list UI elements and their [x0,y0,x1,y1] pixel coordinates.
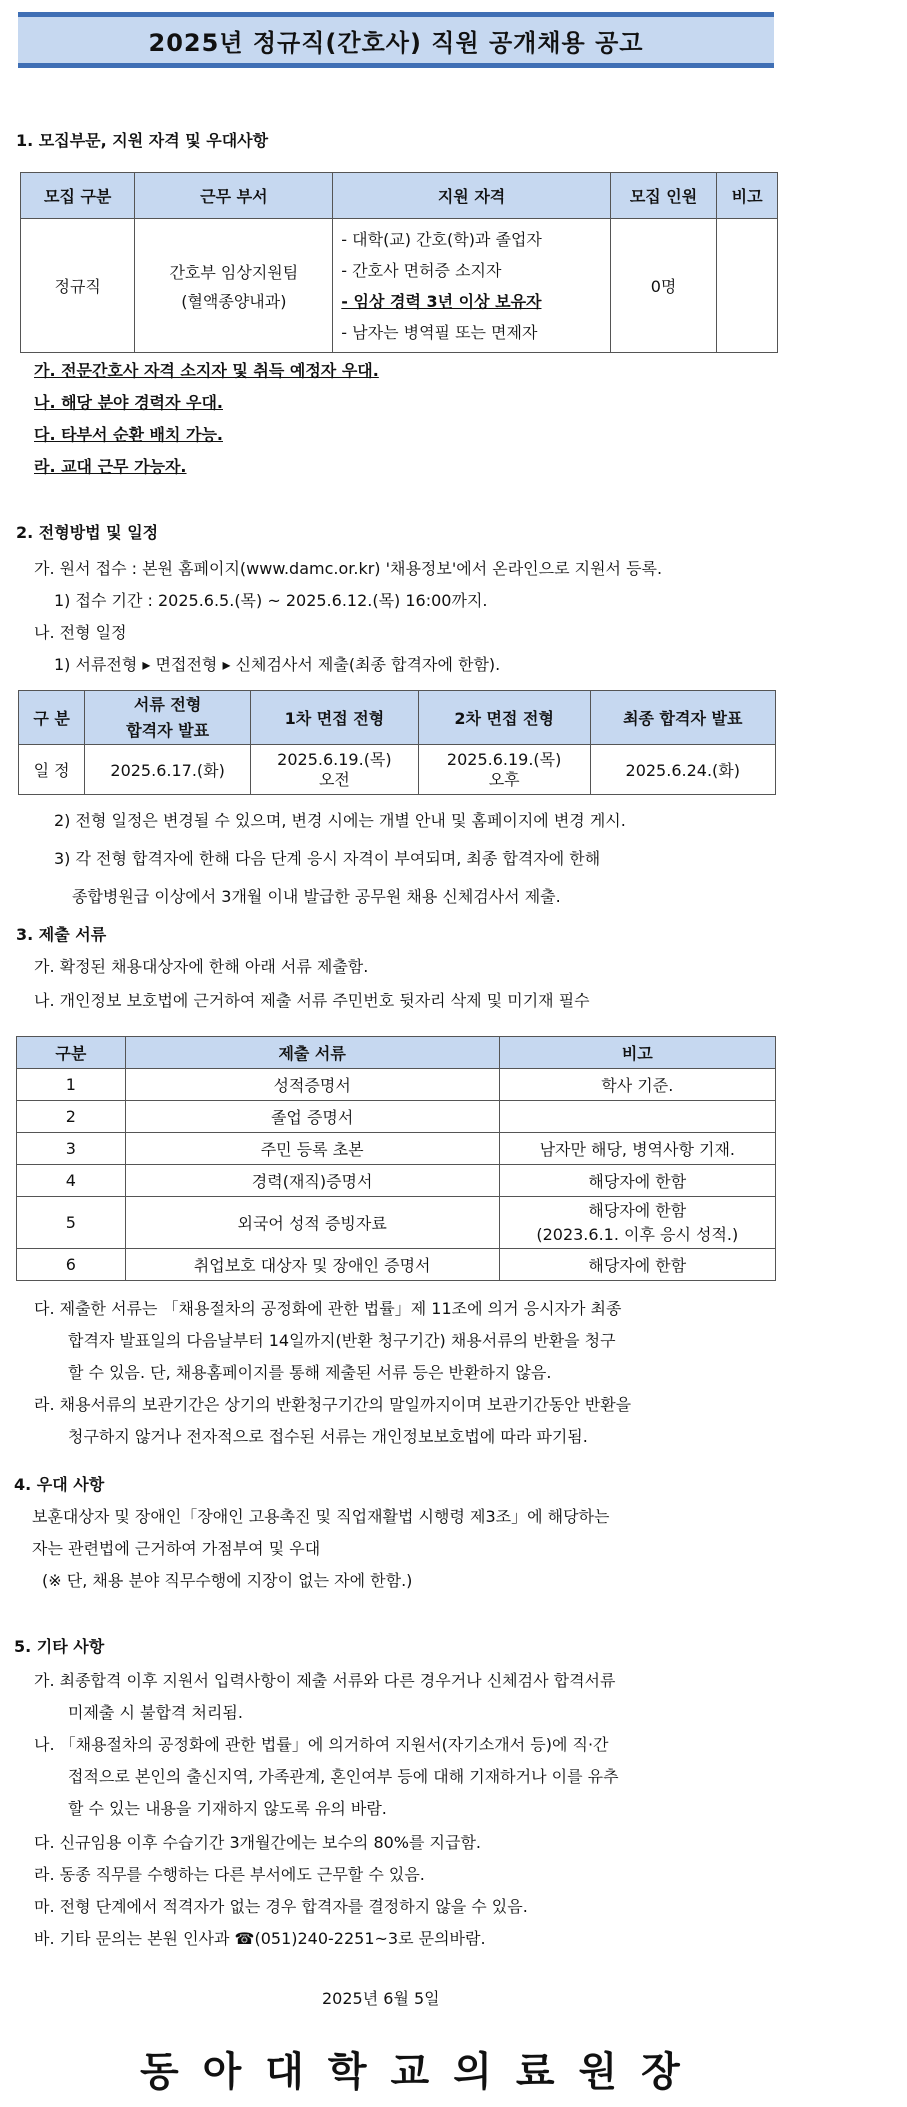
apply-info: 가. 원서 접수 : 본원 홈페이지(www.damc.or.kr) '채용정보'에서 온라인으로 지원서 등록. [34,559,663,578]
misc-e: 마. 전형 단계에서 적격자가 없는 경우 합격자를 결정하지 않을 수 있음. [34,1897,528,1916]
veterans-pref-2: 자는 관련법에 근거하여 가점부여 및 우대 [32,1539,321,1558]
pref-item: 다. 타부서 순환 배치 가능. [34,425,223,444]
table-row [17,1249,776,1281]
cell-dept [135,219,333,353]
return-policy-3: 할 수 있음. 단, 채용홈페이지를 통해 제출된 서류 등은 반환하지 않음. [68,1363,552,1382]
doc-note-line-1: 해당자에 한함 [588,1200,687,1220]
documents-table [16,1036,776,1281]
qual-line-1: - 대학(교) 간호(학)과 졸업자 [341,229,542,249]
announcement-date: 2025년 6월 5일 [322,1989,440,2008]
th-interview-2: 2차 면접 전형 [418,691,590,745]
table-row [17,1133,776,1165]
table-row [17,1101,776,1133]
th-count: 모집 인원 [610,173,716,219]
misc-b-1: 나. 「채용절차의 공정화에 관한 법률」에 의거하여 지원서(자기소개서 등)에 직·간 [34,1735,609,1754]
title-banner [18,12,774,68]
cell-count: 0명 [610,219,716,353]
schedule-note-3b: 종합병원급 이상에서 3개월 이내 발급한 공무원 채용 신체검사서 제출. [72,887,561,906]
pref-item: 라. 교대 근무 가능자. [34,457,187,476]
interview-1-day: 2025.6.19.(목) [277,749,392,769]
cell-interview-2-date [418,745,590,795]
misc-b-2: 접적으로 본인의 출신지역, 가족관계, 혼인여부 등에 대해 기재하거나 이를 유추 [68,1767,619,1786]
th-doc-line-2: 합격자 발표 [126,720,210,740]
cell-final-date: 2025.6.24.(화) [590,745,776,795]
process-flow: 1) 서류전형 ▸ 면접전형 ▸ 신체검사서 제출(최종 합격자에 한함). [54,655,501,674]
doc-note: 해당자에 한함 [499,1165,775,1197]
cell-schedule-label: 일 정 [19,745,85,795]
doc-note: 해당자에 한함 [499,1249,775,1281]
th-category: 모집 구분 [21,173,135,219]
doc-name: 졸업 증명서 [125,1101,499,1133]
misc-d: 라. 동종 직무를 수행하는 다른 부서에도 근무할 수 있음. [34,1865,425,1884]
th-interview-1: 1차 면접 전형 [251,691,419,745]
qual-line-4: - 남자는 병역필 또는 면제자 [341,322,538,342]
doc-note: 학사 기준. [499,1069,775,1101]
return-policy-2: 합격자 발표일의 다음날부터 14일까지(반환 청구기간) 채용서류의 반환을 청구 [68,1331,616,1350]
th-doc-name: 제출 서류 [125,1037,499,1069]
schedule-note-2: 2) 전형 일정은 변경될 수 있으며, 변경 시에는 개별 안내 및 홈페이지에 변경 게시. [54,811,626,830]
page-title: 2025년 정규직(간호사) 직원 공개채용 공고 [148,28,644,57]
dept-line-2: (혈액종양내과) [181,291,287,311]
return-policy-1: 다. 제출한 서류는 「채용절차의 공정화에 관한 법률」제 11조에 의거 응시자가 최종 [34,1299,622,1318]
schedule-table [18,690,776,795]
section-3-heading: 3. 제출 서류 [16,925,107,944]
th-doc-screening [85,691,251,745]
docs-intro-a: 가. 확정된 채용대상자에 한해 아래 서류 제출함. [34,957,369,976]
signature: 동아대학교의료원장 [140,2048,704,2095]
doc-no: 6 [17,1249,126,1281]
th-dept: 근무 부서 [135,173,333,219]
pref-item: 나. 해당 분야 경력자 우대. [34,393,223,412]
doc-name: 경력(재직)증명서 [125,1165,499,1197]
table-row [17,1197,776,1249]
cell-interview-1-date [251,745,419,795]
th-final: 최종 합격자 발표 [590,691,776,745]
qual-line-3: - 임상 경력 3년 이상 보유자 [341,291,542,311]
apply-period: 1) 접수 기간 : 2025.6.5.(목) ~ 2025.6.12.(목) 16:00까지. [54,591,488,610]
doc-name: 취업보호 대상자 및 장애인 증명서 [125,1249,499,1281]
cell-note [717,219,778,353]
th-doc-no: 구분 [17,1037,126,1069]
veterans-pref-note: (※ 단, 채용 분야 직무수행에 지장이 없는 자에 한함.) [42,1571,413,1590]
th-doc-note: 비고 [499,1037,775,1069]
dept-line-1: 간호부 임상지원팀 [169,262,299,282]
docs-intro-b: 나. 개인정보 보호법에 근거하여 제출 서류 주민번호 뒷자리 삭제 및 미기재 필수 [34,991,590,1010]
interview-2-time: 오후 [488,769,520,789]
cell-qualification [333,219,611,353]
doc-name: 주민 등록 초본 [125,1133,499,1165]
doc-note [499,1197,775,1249]
recruit-table [20,172,778,353]
doc-note-line-2: (2023.6.1. 이후 응시 성적.) [536,1224,739,1244]
veterans-pref-1: 보훈대상자 및 장애인「장애인 고용촉진 및 직업재활법 시행령 제3조」에 해당하는 [32,1507,610,1526]
retention-policy-2: 청구하지 않거나 전자적으로 접수된 서류는 개인정보보호법에 따라 파기됨. [68,1427,588,1446]
schedule-note-3a: 3) 각 전형 합격자에 한해 다음 단계 응시 자격이 부여되며, 최종 합격자에 한해 [54,849,601,868]
retention-policy-1: 라. 채용서류의 보관기간은 상기의 반환청구기간의 말일까지이며 보관기간동안 반환을 [34,1395,632,1414]
cell-doc-date: 2025.6.17.(화) [85,745,251,795]
table-row [17,1069,776,1101]
section-1-heading: 1. 모집부문, 지원 자격 및 우대사항 [16,131,269,150]
table-row [17,1165,776,1197]
pref-item: 가. 전문간호사 자격 소지자 및 취득 예정자 우대. [34,361,379,380]
misc-f: 바. 기타 문의는 본원 인사과 ☎(051)240-2251~3로 문의바람. [34,1929,486,1948]
interview-2-day: 2025.6.19.(목) [446,749,562,769]
th-note: 비고 [717,173,778,219]
misc-c: 다. 신규임용 이후 수습기간 3개월간에는 보수의 80%를 지급함. [34,1833,482,1852]
doc-no: 2 [17,1101,126,1133]
misc-a-1: 가. 최종합격 이후 지원서 입력사항이 제출 서류와 다른 경우거나 신체검사 합격서류 [34,1671,616,1690]
doc-no: 1 [17,1069,126,1101]
th-qualification: 지원 자격 [333,173,611,219]
doc-note [499,1101,775,1133]
cell-category: 정규직 [21,219,135,353]
doc-no: 4 [17,1165,126,1197]
doc-note: 남자만 해당, 병역사항 기재. [499,1133,775,1165]
interview-1-time: 오전 [318,769,350,789]
schedule-label: 나. 전형 일정 [34,623,127,642]
misc-a-2: 미제출 시 불합격 처리됨. [68,1703,243,1722]
doc-no: 3 [17,1133,126,1165]
th-schedule-label: 구 분 [19,691,85,745]
qual-line-2: - 간호사 면허증 소지자 [341,260,502,280]
th-doc-line-1: 서류 전형 [133,694,202,714]
doc-name: 성적증명서 [125,1069,499,1101]
misc-b-3: 할 수 있는 내용을 기재하지 않도록 유의 바람. [68,1799,387,1818]
section-5-heading: 5. 기타 사항 [14,1637,105,1656]
section-4-heading: 4. 우대 사항 [14,1475,105,1494]
doc-name: 외국어 성적 증빙자료 [125,1197,499,1249]
section-2-heading: 2. 전형방법 및 일정 [16,523,159,542]
doc-no: 5 [17,1197,126,1249]
